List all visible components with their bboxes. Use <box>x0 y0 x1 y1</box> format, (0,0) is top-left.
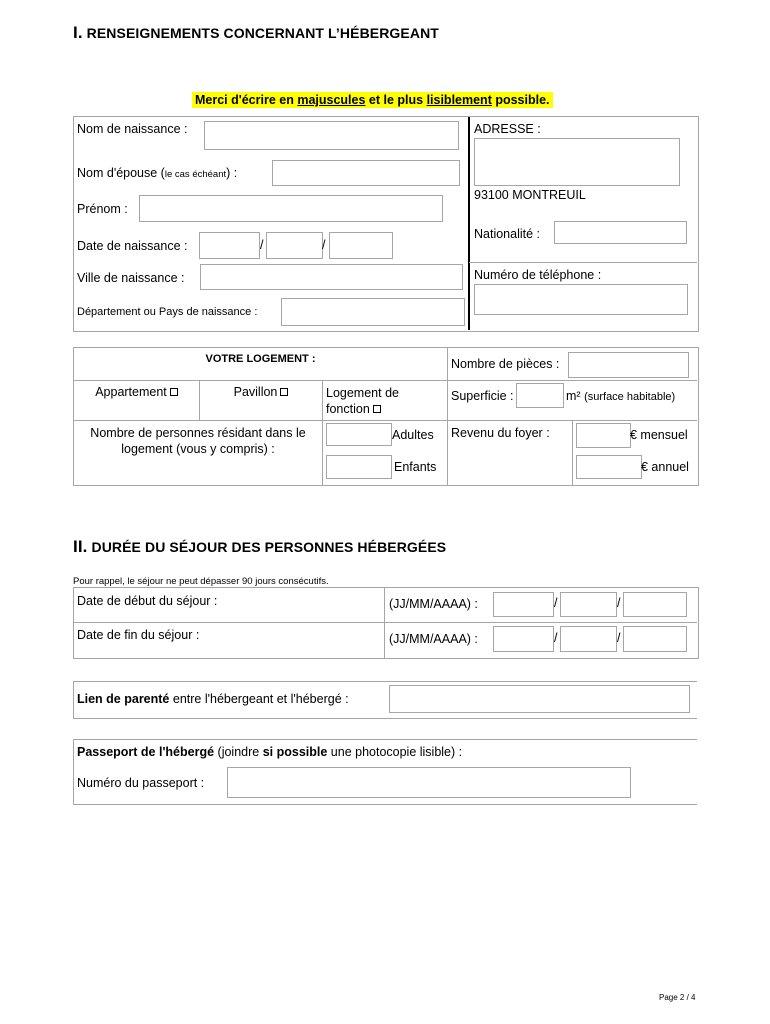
numero-passeport-label: Numéro du passeport : <box>77 776 205 790</box>
nationalite-label: Nationalité : <box>474 227 541 241</box>
nom-epouse-label <box>77 166 237 180</box>
section-2-title-text: DURÉE DU SÉJOUR DES PERSONNES HÉBERGÉES <box>91 539 447 555</box>
surface-label: (surface habitable) <box>584 391 676 403</box>
logement-col-divider <box>447 348 448 485</box>
nom-naissance-label: Nom de naissance : <box>77 122 188 136</box>
notice-text-3: possible. <box>491 93 550 107</box>
dates-row-divider <box>74 622 697 623</box>
date-debut-year-input[interactable] <box>623 592 687 617</box>
logement-title: VOTRE LOGEMENT : <box>205 353 316 365</box>
enfants-input[interactable] <box>326 455 392 479</box>
nom-epouse-input[interactable] <box>272 160 460 186</box>
logement-row-1-divider <box>74 380 697 381</box>
passeport-top-line <box>73 739 697 740</box>
departement-label: Département ou Pays de naissance : <box>77 306 258 318</box>
notice-text-1: Merci d'écrire en <box>195 93 298 107</box>
lien-parente-bold: Lien de parenté <box>77 692 170 706</box>
adresse-label: ADRESSE : <box>474 122 541 136</box>
pavillon-option[interactable] <box>200 385 322 399</box>
telephone-label: Numéro de téléphone : <box>474 268 602 282</box>
ville-naissance-input[interactable] <box>200 264 463 290</box>
passeport-bottom-line <box>73 804 697 805</box>
rappel-text: Pour rappel, le séjour ne peut dépasser 90 jours consécutifs. <box>73 576 329 587</box>
nom-epouse-small: le cas échéant <box>164 169 227 180</box>
telephone-input[interactable] <box>474 284 688 315</box>
fonction-label-1: Logement de <box>326 386 399 400</box>
date-naissance-month-input[interactable] <box>266 232 326 259</box>
revenu-mensuel-input[interactable] <box>576 423 631 448</box>
m2-label: m² <box>566 389 581 403</box>
prenom-label: Prénom : <box>77 202 128 216</box>
date-fin-sep-2: / <box>617 631 621 645</box>
notice-text-2: et le plus <box>365 93 427 107</box>
date-debut-format: (JJ/MM/AAAA) : <box>389 597 478 611</box>
date-debut-label: Date de début du séjour : <box>77 594 218 608</box>
date-debut-sep-1: / <box>554 596 558 610</box>
identity-divider <box>468 117 470 330</box>
fonction-option[interactable] <box>326 385 399 417</box>
lien-bottom-line <box>73 718 697 719</box>
fonction-label-2: fonction <box>326 402 370 416</box>
appartement-option[interactable] <box>74 385 199 399</box>
section-1-roman: I. <box>73 23 83 42</box>
writing-notice <box>192 92 553 108</box>
nom-naissance-input[interactable] <box>204 121 459 150</box>
adresse-input[interactable] <box>474 138 680 186</box>
revenu-divider <box>572 421 573 485</box>
superficie-input[interactable] <box>516 383 564 408</box>
passeport-left-line <box>73 739 74 805</box>
prenom-input[interactable] <box>139 195 443 222</box>
date-sep-2: / <box>322 238 326 252</box>
passeport-bold: Passeport de l'hébergé <box>77 745 215 759</box>
date-debut-day-input[interactable] <box>493 592 554 617</box>
adresse-ville: 93100 MONTREUIL <box>474 188 586 202</box>
section-2-title <box>73 537 446 557</box>
logement-row-2-divider <box>74 420 697 421</box>
passeport-rest-2: une photocopie lisible) : <box>327 745 463 759</box>
date-fin-label: Date de fin du séjour : <box>77 628 200 642</box>
notice-underline-1: majuscules <box>297 93 366 107</box>
date-fin-month-input[interactable] <box>560 626 617 652</box>
date-naissance-year-input[interactable] <box>329 232 393 259</box>
numero-passeport-input[interactable] <box>227 767 631 798</box>
section-2-roman: II. <box>73 537 88 556</box>
passeport-bold-2: si possible <box>262 745 328 759</box>
lien-parente-label <box>77 692 349 706</box>
address-phone-divider <box>469 262 697 263</box>
adultes-input[interactable] <box>326 423 392 446</box>
lien-top-line <box>73 681 697 682</box>
revenu-annuel-input[interactable] <box>576 455 642 479</box>
nom-epouse-text: Nom d'épouse ( <box>77 166 165 180</box>
date-fin-sep-1: / <box>554 631 558 645</box>
passeport-label <box>77 745 462 759</box>
fonction-checkbox[interactable] <box>373 405 381 413</box>
enfants-label: Enfants <box>394 460 437 474</box>
ville-naissance-label: Ville de naissance : <box>77 271 185 285</box>
date-naissance-label: Date de naissance : <box>77 239 188 253</box>
nom-epouse-end: ) : <box>226 166 238 180</box>
appartement-checkbox[interactable] <box>170 388 178 396</box>
date-fin-year-input[interactable] <box>623 626 687 652</box>
adultes-label: Adultes <box>392 428 434 442</box>
mensuel-label: € mensuel <box>630 428 688 442</box>
date-debut-month-input[interactable] <box>560 592 617 617</box>
superficie-label: Superficie : <box>451 389 514 403</box>
lien-parente-rest: entre l'hébergeant et l'hébergé : <box>169 692 349 706</box>
section-1-title <box>73 23 439 43</box>
section-1-title-text: RENSEIGNEMENTS CONCERNANT L’HÉBERGEANT <box>86 25 439 41</box>
superficie-unit <box>566 389 675 403</box>
date-fin-format: (JJ/MM/AAAA) : <box>389 632 478 646</box>
nationalite-input[interactable] <box>554 221 687 244</box>
date-fin-day-input[interactable] <box>493 626 554 652</box>
lien-left-line <box>73 681 74 719</box>
appartement-label: Appartement <box>95 385 167 399</box>
logement-type-divider-2 <box>322 381 323 485</box>
passeport-rest-1: (joindre <box>214 745 263 759</box>
lien-parente-input[interactable] <box>389 685 690 713</box>
nb-personnes-label: Nombre de personnes résidant dans le logement (vous y compris) : <box>90 426 306 456</box>
revenu-label: Revenu du foyer : <box>451 426 550 440</box>
pavillon-label: Pavillon <box>233 385 278 399</box>
date-sep-1: / <box>260 238 264 252</box>
nb-pieces-label: Nombre de pièces : <box>451 357 560 371</box>
annuel-label: € annuel <box>641 460 689 474</box>
dates-col-divider <box>384 588 385 658</box>
date-naissance-day-input[interactable] <box>199 232 260 259</box>
departement-input[interactable] <box>281 298 465 326</box>
nb-pieces-input[interactable] <box>568 352 689 378</box>
notice-underline-2: lisiblement <box>426 93 492 107</box>
date-debut-sep-2: / <box>617 596 621 610</box>
pavillon-checkbox[interactable] <box>280 388 288 396</box>
page-number: Page 2 / 4 <box>659 993 696 1002</box>
